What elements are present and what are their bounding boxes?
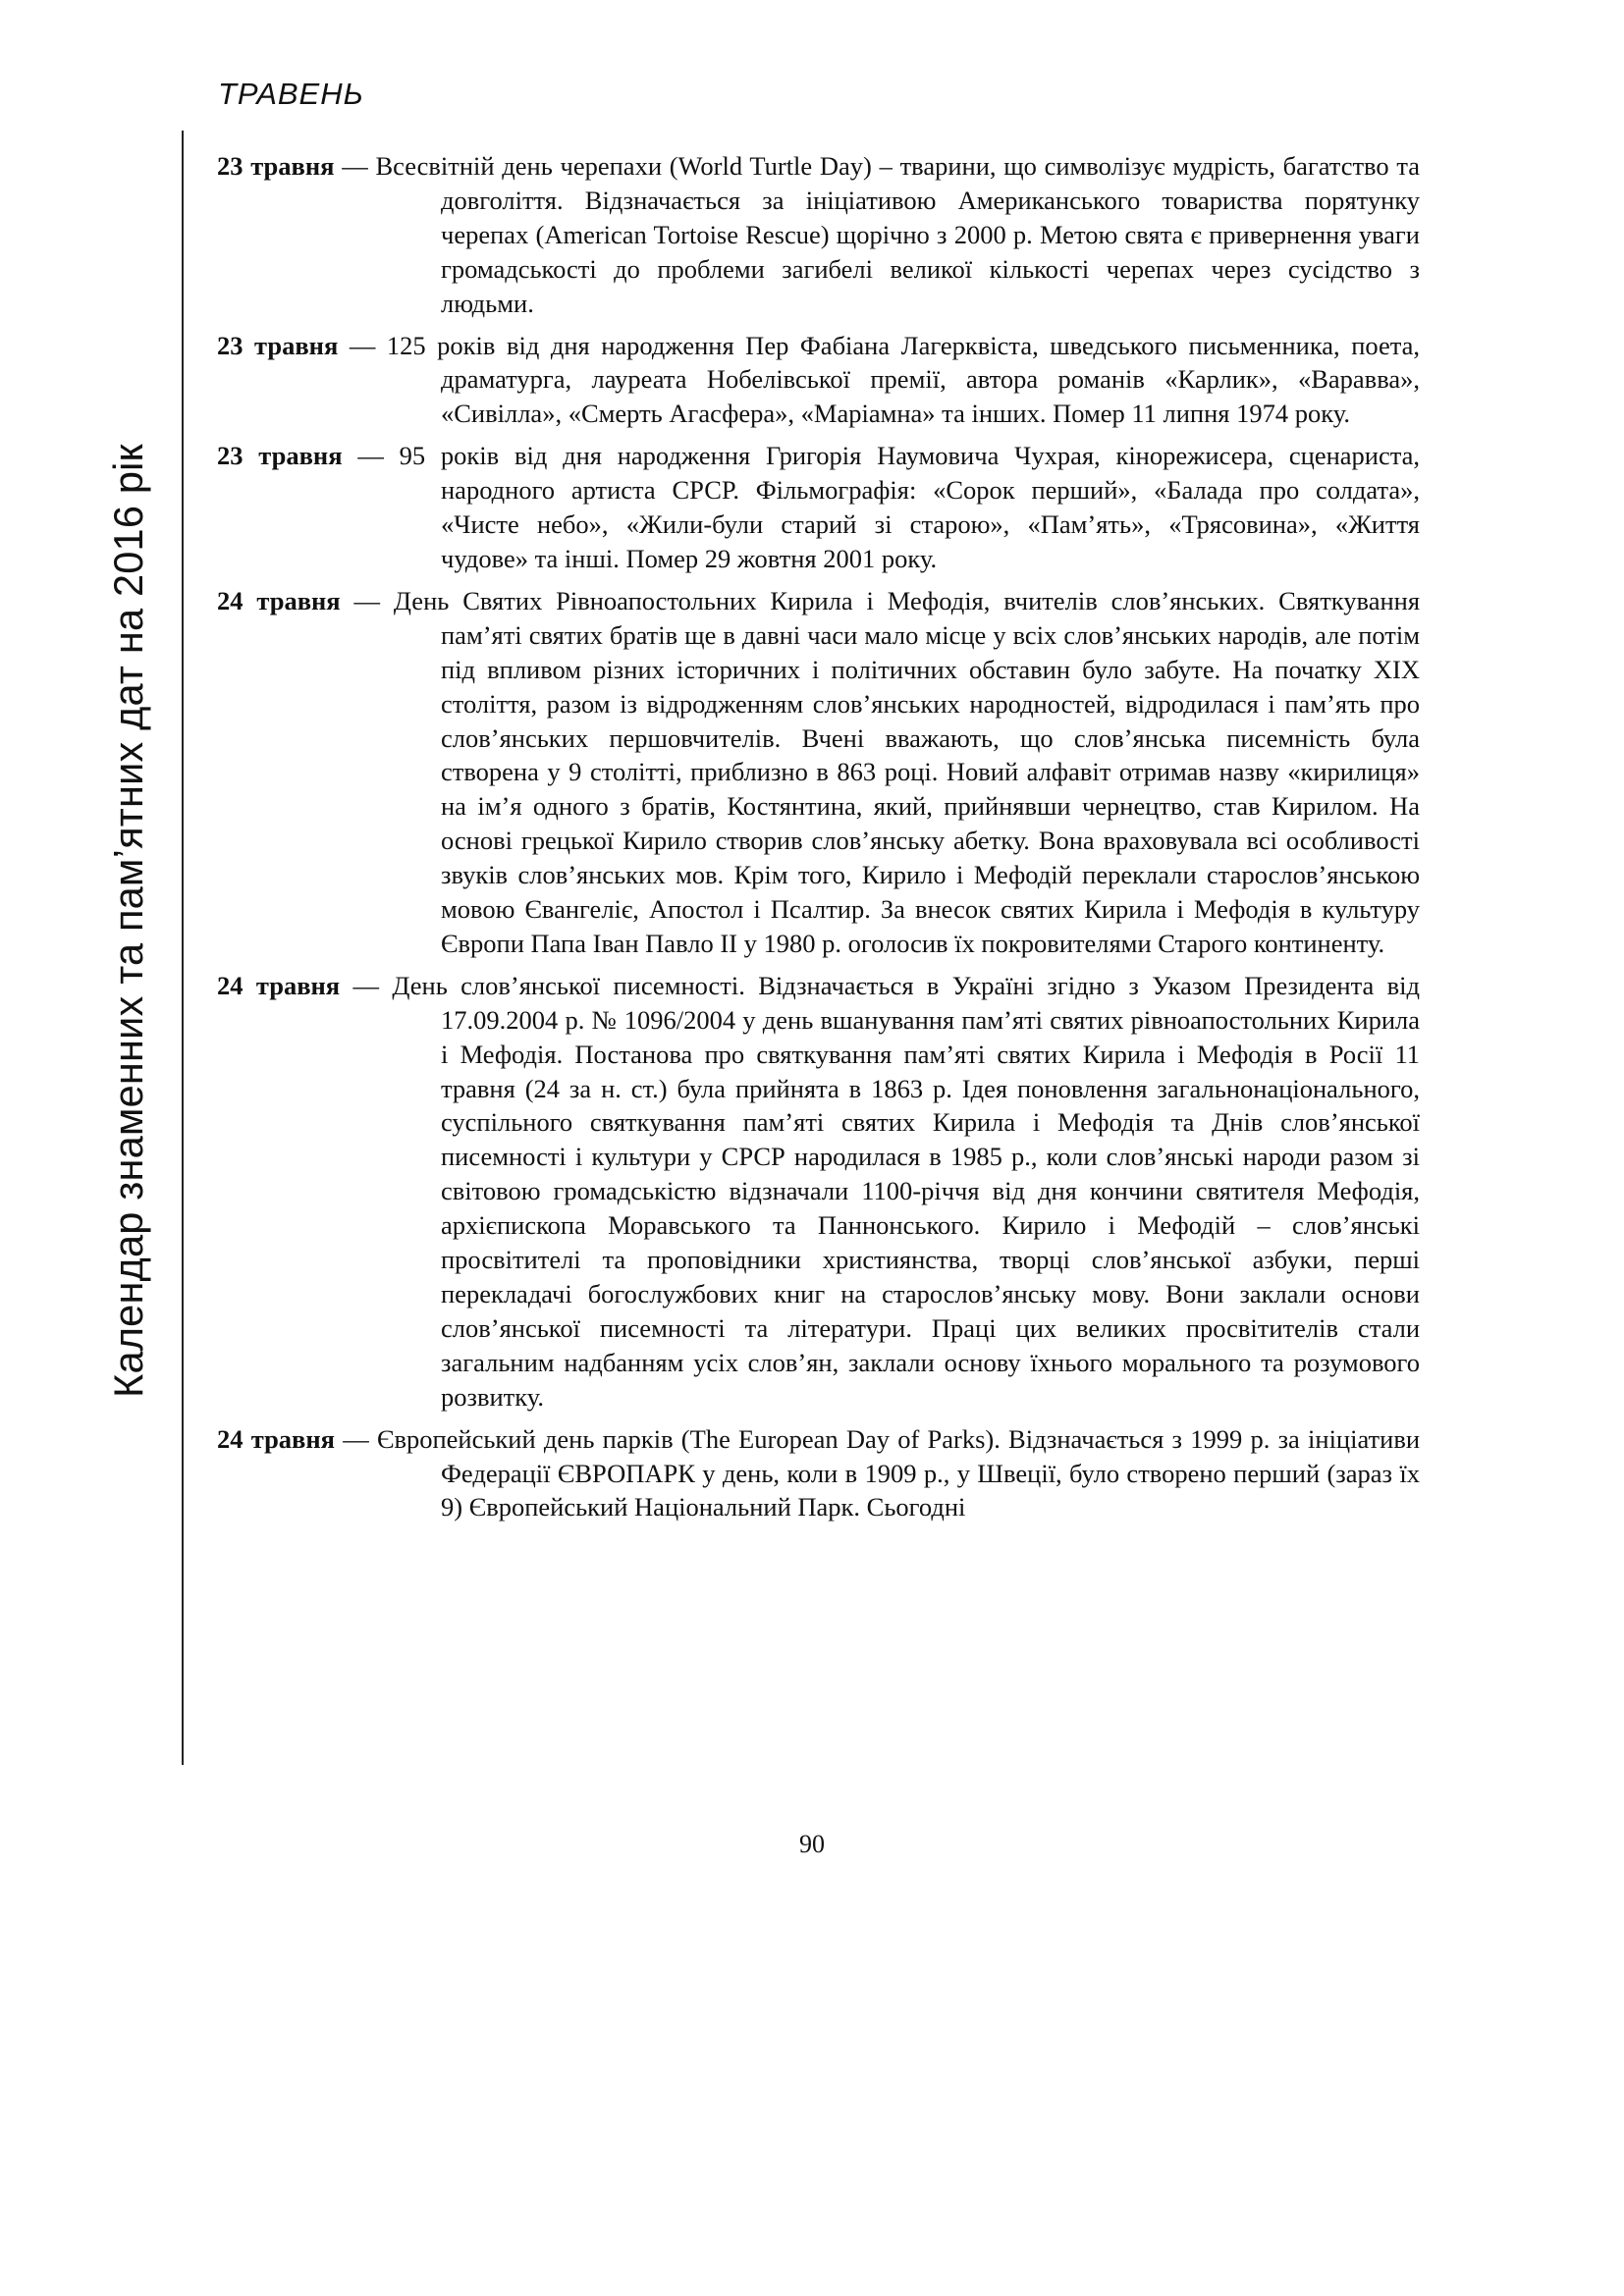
entry-dash: — — [357, 441, 384, 471]
entry-date: 24 травня — [217, 585, 341, 615]
calendar-entry — [217, 969, 1420, 1415]
entry-text: 95 років від дня народження Григорія Наумовича Чухрая, кінорежисера, сценариста, народного артиста СРСР. Фільмографія: «Сорок перший», «Балада про солдата», «Чисте небо», «Жили-були старий зі старою», «Пам’ять», «Трясовина», «Життя чудове» та інші. Помер 29 жовтня 2001 року. — [399, 441, 1421, 573]
entry-date: 23 травня — [217, 151, 335, 181]
entry-date: 23 травня — [217, 441, 343, 471]
entry-dash: — — [343, 1423, 369, 1454]
page-number: 90 — [799, 1830, 825, 1858]
calendar-entry — [217, 149, 1420, 321]
calendar-entry — [217, 439, 1420, 576]
entry-dash: — — [353, 585, 381, 615]
entry-text: 125 років від дня народження Пер Фабіана Лагерквіста, шведського письменника, поета, драматурга, лауреата Нобелівської премії, автора романів «Карлик», «Варавва», «Сивілла», «Смерть Агасфера», «Маріамна» та інших. Помер 11 липня 1974 року. — [386, 330, 1421, 429]
side-title: Календар знаменних та пам’ятних дат на 2016 рік — [105, 444, 151, 1398]
entry-text: Всесвітній день черепахи (World Turtle Day) – тварини, що символізує мудрість, багатство та довголіття. Відзначається за ініціативою Американського товариства порятунку черепах (American Tortoise Rescue) щорічно з 2000 р. Метою свята є привернення уваги громадськості до проблеми загибелі великої кількості черепах через сусідство з людьми. — [375, 151, 1421, 318]
entry-dash: — — [349, 330, 376, 360]
entry-text: День Святих Рівноапостольних Кирила і Мефодія, вчителів слов’янських. Святкування пам’яті святих братів ще в давні часи мало місце у всіх слов’янських народів, але потім під впливом різних історичних і політичних обставин було забуте. На початку XIX століття, разом із відродженням слов’янських народностей, відродилася і пам’ять про слов’янських першовчителів. Вчені вважають, що слов’янська писемність була створена у 9 столітті, приблизно в 863 році. Новий алфавіт отримав назву «кирилиця» на ім’я одного з братів, Костянтина, який, прийнявши чернецтво, став Кирилом. На основі грецької Кирило створив слов’янську абетку. Вона враховувала всі особливості звуків слов’янських мов. Крім того, Кирило і Мефодій переклали старослов’янською мовою Євангеліє, Апостол і Псалтир. За внесок святих Кирила і Мефодія в культуру Європи Папа Іван Павло II у 1980 р. оголосив їх покровителями Старого континенту. — [393, 585, 1421, 958]
entry-date: 24 травня — [217, 1423, 335, 1454]
entry-date: 24 травня — [217, 970, 341, 1000]
calendar-entry — [217, 1422, 1420, 1525]
entry-dash: — — [352, 970, 379, 1000]
calendar-entry — [217, 329, 1420, 432]
entry-text: День слов’янської писемності. Відзначається в Україні згідно з Указом Президента від 17.09.2004 р. № 1096/2004 у день вшанування пам’яті святих рівноапостольних Кирила і Мефодія. Постанова про святкування пам’яті святих Кирила і Мефодія в Росії 11 травня (24 за н. ст.) була прийнята в 1863 р. Ідея поновлення загальнонаціонального, суспільного святкування пам’яті святих Кирила і Мефодія та Днів слов’янської писемності і культури у СРСР народилася в 1985 р., коли слов’янські народи разом зі світовою громадськістю відзначали 1100-річчя від дня кончини святителя Мефодія, архієпископа Моравського та Паннонського. Кирило і Мефодій – слов’янські просвітителі та проповідники християнства, творці слов’янської азбуки, перші перекладачі богослужбових книг на старослов’янську мову. Вони заклали основи слов’янської писемності та літератури. Праці цих великих просвітителів стали загальним надбанням усіх слов’ян, заклали основу їхнього морального та розумового розвитку. — [392, 970, 1421, 1412]
calendar-entry — [217, 584, 1420, 961]
section-header: ТРАВЕНЬ — [218, 77, 364, 111]
calendar-entries — [217, 149, 1420, 1532]
entry-date: 23 травня — [217, 330, 339, 360]
entry-text: Європейський день парків (The European Day of Parks). Відзначається з 1999 р. за ініціативи Федерації ЄВРОПАРК у день, коли в 1909 р., у Швеції, було створено перший (зараз їх 9) Європейський Національний Парк. Сьогодні — [376, 1423, 1421, 1522]
entry-dash: — — [342, 151, 368, 181]
side-rule — [182, 131, 184, 1765]
